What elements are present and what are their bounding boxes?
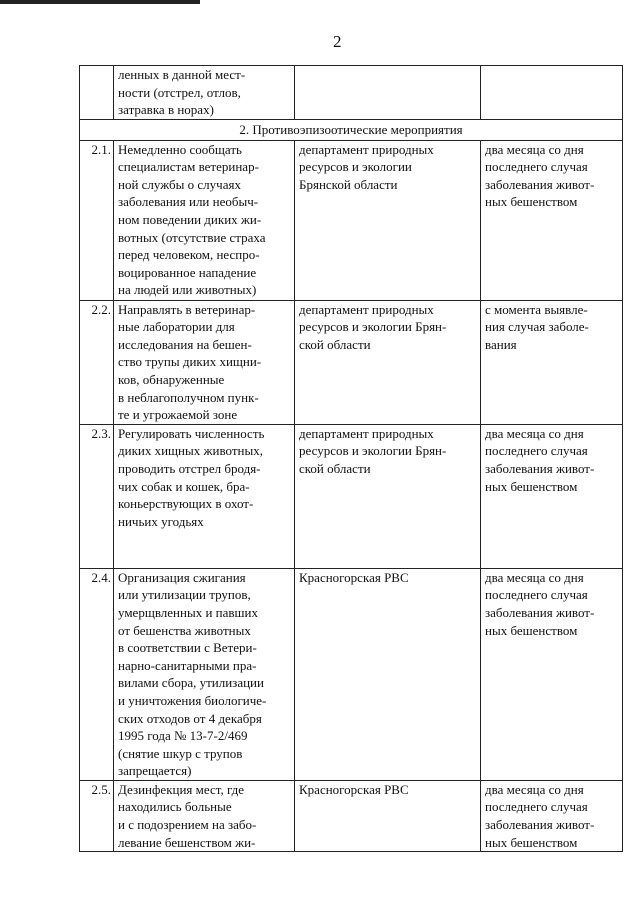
deadline-cell: два месяца со дня последнего случая заболевания живот- ных бешенством [481, 424, 623, 568]
responsible-cell [295, 66, 481, 120]
table-row [80, 140, 623, 300]
page-number: 2 [333, 32, 342, 51]
action-cell: Организация сжигания или утилизации трупов, умерщвленных и павших от бешенства животных в соответствии с Ветери- нарно-санитарными пра- вилами сбора, утилизации и уничтожения биологиче- ских отходов от 4 декабря 1995 года № 13-7-2/469 (снятие шкур с трупов запрещается) [114, 568, 295, 780]
table-row [80, 300, 623, 424]
deadline-cell: два месяца со дня последнего случая заболевания живот- ных бешенством [481, 568, 623, 780]
table-row [80, 780, 623, 851]
action-cell: ленных в данной мест- ности (отстрел, отлов, затравка в норах) [114, 66, 295, 120]
section-heading: 2. Противоэпизоотические мероприятия [80, 120, 623, 141]
table-row [80, 568, 623, 780]
responsible-cell: Красногорская РВС [295, 780, 481, 851]
top-edge-mark [0, 0, 200, 4]
action-cell: Дезинфекция мест, где находились больные и с подозрением на забо- левание бешенством жи- [114, 780, 295, 851]
responsible-cell: департамент природных ресурсов и экологии Брянской области [295, 140, 481, 300]
action-cell: Немедленно сообщать специалистам ветеринар- ной службы о случаях заболевания или необыч- ном поведении диких жи- вотных (отсутствие страха перед человеком, неспро- воцированное нападение на людей или животных) [114, 140, 295, 300]
row-number: 2.3. [80, 424, 114, 568]
row-number: 2.2. [80, 300, 114, 424]
deadline-cell: с момента выявле- ния случая заболе- вания [481, 300, 623, 424]
responsible-cell: департамент природных ресурсов и экологии Брян- ской области [295, 300, 481, 424]
section-heading-row [80, 120, 623, 141]
row-number: 2.5. [80, 780, 114, 851]
responsible-cell: департамент природных ресурсов и экологии Брян- ской области [295, 424, 481, 568]
measures-table [79, 65, 623, 852]
deadline-cell: два месяца со дня последнего случая заболевания живот- ных бешенством [481, 140, 623, 300]
row-number [80, 66, 114, 120]
deadline-cell [481, 66, 623, 120]
deadline-cell: два месяца со дня последнего случая заболевания живот- ных бешенством [481, 780, 623, 851]
responsible-cell: Красногорская РВС [295, 568, 481, 780]
continuation-row [80, 66, 623, 120]
table-row [80, 424, 623, 568]
row-number: 2.1. [80, 140, 114, 300]
action-cell: Направлять в ветеринар- ные лаборатории для исследования на бешен- ство трупы диких хищни- ков, обнаруженные в неблагополучном пунк- те и угрожаемой зоне [114, 300, 295, 424]
row-number: 2.4. [80, 568, 114, 780]
action-cell: Регулировать численность диких хищных животных, проводить отстрел бродя- чих собак и кошек, бра- коньерствующих в охот- ничьих угодьях [114, 424, 295, 568]
